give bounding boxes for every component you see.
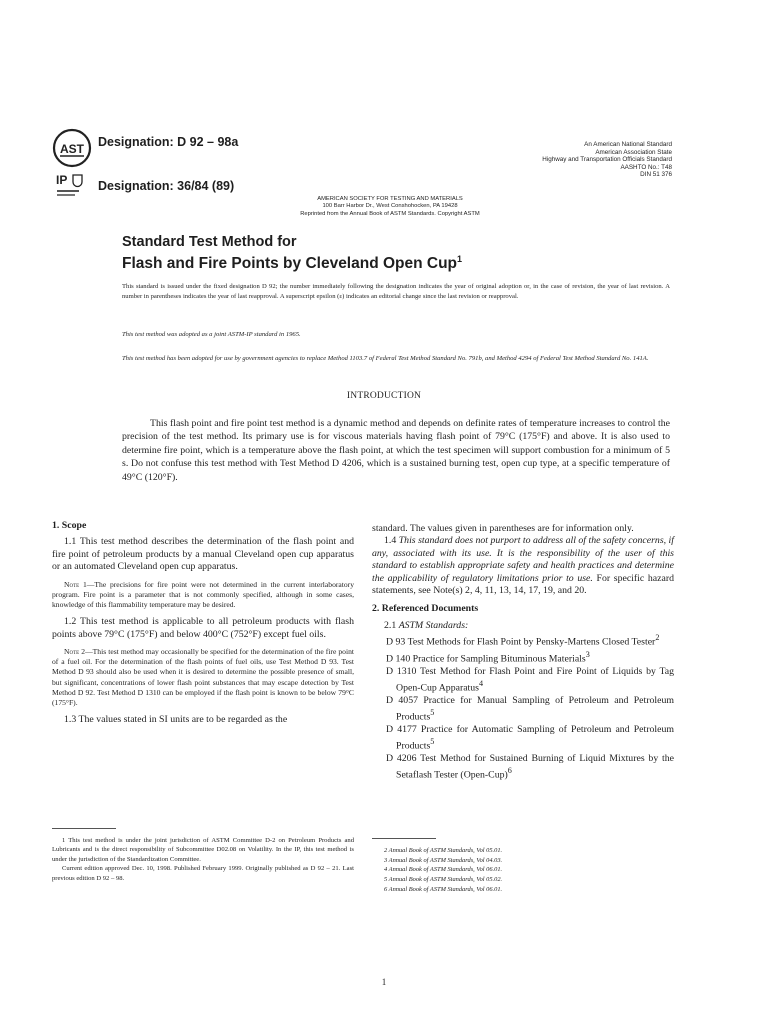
footnotes-left (52, 836, 354, 883)
astm-logo-icon (52, 128, 92, 168)
standard-note-line: American Association State (595, 148, 672, 156)
title-footnote-mark: 1 (457, 254, 463, 264)
svg-text:IP: IP (56, 173, 68, 187)
svg-text:AST: AST (60, 142, 84, 156)
right-column (372, 523, 674, 782)
footnote: 5 Annual Book of ASTM Standards, Vol 05.02. (384, 876, 503, 884)
reference-footnote-mark: 2 (655, 633, 660, 643)
standard-note-line: An American National Standard (584, 141, 672, 148)
paragraph-1-3: 1.3 The values stated in SI units are to be regarded as the (64, 714, 288, 726)
title-line-2 (122, 251, 462, 272)
referenced-documents-heading: 2. Referenced Documents (372, 603, 479, 615)
reference-footnote-mark: 6 (507, 766, 512, 776)
introduction-heading: INTRODUCTION (346, 391, 422, 401)
footnote-divider-left (52, 828, 116, 829)
astm-standards-title: ASTM Standards: (398, 619, 469, 631)
page-number: 1 (381, 977, 387, 987)
reference-item (386, 753, 674, 782)
standard-note (422, 141, 672, 179)
footnote-divider-right (372, 838, 436, 839)
hazard-reference: For specific hazard statements, see Note(s) 2, 4, 11, 13, 14, 17, 19, and 20. (372, 572, 674, 597)
reference-text: D 140 Practice for Sampling Bituminous Materials (386, 653, 586, 665)
footnote: 1 This test method is under the joint jurisdiction of ASTM Committee D-2 on Petroleum Products and Lubricants and is the direct responsibility of Subcommittee D02.08 on Volatility. In the IP, this test method is under the jurisdiction of the Standardization Committee. (52, 837, 354, 863)
note-1-text: —The precisions for fire point were not determined in the current interlaboratory program. Fire point is a parameter that is not commonly specified, although in some cases, knowledge of this flammability temperature may be desired. (52, 579, 355, 610)
footnote: 4 Annual Book of ASTM Standards, Vol 06.01. (384, 866, 503, 874)
ip-logo-icon (54, 171, 88, 205)
introduction-text: This flash point and fire point test method is a dynamic method and depends on definite rates of temperature increases to control the precision of the test method. Its primary use is for viscous materials having flash point of 79°C (175°F) and above. It is also used to determine fire point, which is a temperature above the flash point, at which the test specimen will support combustion for a minimum of 5 s. Do not confuse this test method with Test Method D 4206, which is a sustained burning test, open cup type, at a specific temperature of 49°C (120°F). (122, 418, 670, 483)
reference-item (386, 695, 674, 724)
scope-heading: 1. Scope (52, 520, 87, 531)
left-column (52, 520, 354, 727)
reference-text: D 1310 Test Method for Flash Point and Fire Point of Liquids by Tag Open-Cup Apparatus (386, 665, 674, 694)
paragraph-1-3-continued: standard. The values given in parentheses are for information only. (372, 523, 634, 534)
standard-note-line: DIN 51 376 (640, 171, 672, 179)
adopted-notice: This test method was adopted as a joint ASTM-IP standard in 1965. (122, 331, 301, 338)
designation-astm: Designation: D 92 – 98a (98, 135, 239, 149)
standard-note-line: AASHTO No.: T48 (620, 163, 672, 171)
paragraph-1-1: 1.1 This test method describes the determination of the flash point and fire point of petroleum products by a manual Cleveland open cup apparatus or an automated Cleveland open cup apparatus. (52, 536, 354, 573)
footnote: Current edition approved Dec. 10, 1998. Published February 1999. Originally published as D 92 – 21. Last previous edition D 92 – 98. (52, 865, 354, 882)
society-info (200, 196, 580, 218)
astm-standards-number: 2.1 (384, 619, 399, 631)
reference-footnote-mark: 5 (430, 708, 435, 718)
footnotes-right (384, 846, 502, 895)
astm-standards-label (372, 620, 674, 632)
note-2-text: —This test method may occasionally be specified for the determination of the fire point of a fuel oil. For the determination of the flash points of fuel oils, use Test Method D 93. Test Method D 93 should also be used when it is desired to determine the possible presence of small, but significant, concentrations of lower flash point substances that may escape detection by Test Method D 92. Test Method D 1310 can be employed if the flash point is known to be below 79°C (175°F). (52, 647, 354, 708)
note-1 (52, 580, 354, 611)
reference-footnote-mark: 5 (430, 737, 435, 747)
footnote: 2 Annual Book of ASTM Standards, Vol 05.01. (384, 847, 503, 854)
title-main: Flash and Fire Points by Cleveland Open Cup (122, 255, 458, 273)
reference-text: D 4057 Practice for Manual Sampling of Petroleum and Petroleum Products (386, 694, 674, 723)
society-line: 100 Barr Harbor Dr., West Conshohocken, PA 19428 (322, 203, 458, 210)
reference-text: D 4177 Practice for Automatic Sampling of Petroleum and Petroleum Products (386, 723, 674, 752)
reference-text: D 4206 Test Method for Sustained Burning of Liquid Mixtures by the Setaflash Tester (Open-Cup) (386, 752, 674, 781)
standard-note-line: Highway and Transportation Officials Standard (542, 156, 672, 164)
reference-footnote-mark: 3 (585, 649, 590, 659)
reference-item (386, 649, 674, 666)
paragraph-1-2: 1.2 This test method is applicable to all petroleum products with flash points above 79°C (175°F) and below 400°C (752°F) except fuel oils. (52, 616, 354, 640)
issued-notice: This standard is issued under the fixed designation D 92; the number immediately following the designation indicates the year of original adoption or, in the case of revision, the year of last revision. A number in parentheses indicates the year of last reapproval. A superscript epsilon (ε) indicates an editorial change since the last revision or reapproval. (122, 283, 670, 300)
footnote: 3 Annual Book of ASTM Standards, Vol 04.03. (384, 856, 503, 864)
paragraph-1-4-number: 1.4 (384, 535, 399, 547)
note-1-label: Note 1 (64, 579, 87, 589)
government-notice: This test method has been adopted for use by government agencies to replace Method 1103.7 of Federal Test Method Standard No. 791b, and Method 4294 of Federal Test Method Standard No. 141A. (122, 355, 649, 362)
document-title (122, 234, 462, 272)
reference-item (386, 666, 674, 695)
reference-item (386, 632, 674, 649)
footnote: 6 Annual Book of ASTM Standards, Vol 06.01. (384, 885, 503, 893)
reference-item (386, 724, 674, 753)
reference-footnote-mark: 4 (479, 679, 484, 688)
society-line: AMERICAN SOCIETY FOR TESTING AND MATERIALS (317, 196, 463, 202)
safety-statement: This standard does not purport to address all of the safety concerns, if any, associated with its use. It is the responsibility of the user of this standard to establish appropriate safety and health practices and determine the applicability of regulatory limitations prior to use. (372, 535, 674, 584)
society-line: Reprinted from the Annual Book of ASTM Standards. Copyright ASTM (300, 210, 480, 217)
note-2 (52, 647, 354, 708)
note-2-label: Note 2 (64, 647, 86, 657)
designation-ip: Designation: 36/84 (89) (98, 179, 235, 193)
reference-text: D 93 Test Methods for Flash Point by Pensky-Martens Closed Tester (386, 636, 656, 648)
title-line-1: Standard Test Method for (122, 234, 297, 250)
paragraph-1-4 (372, 535, 674, 597)
